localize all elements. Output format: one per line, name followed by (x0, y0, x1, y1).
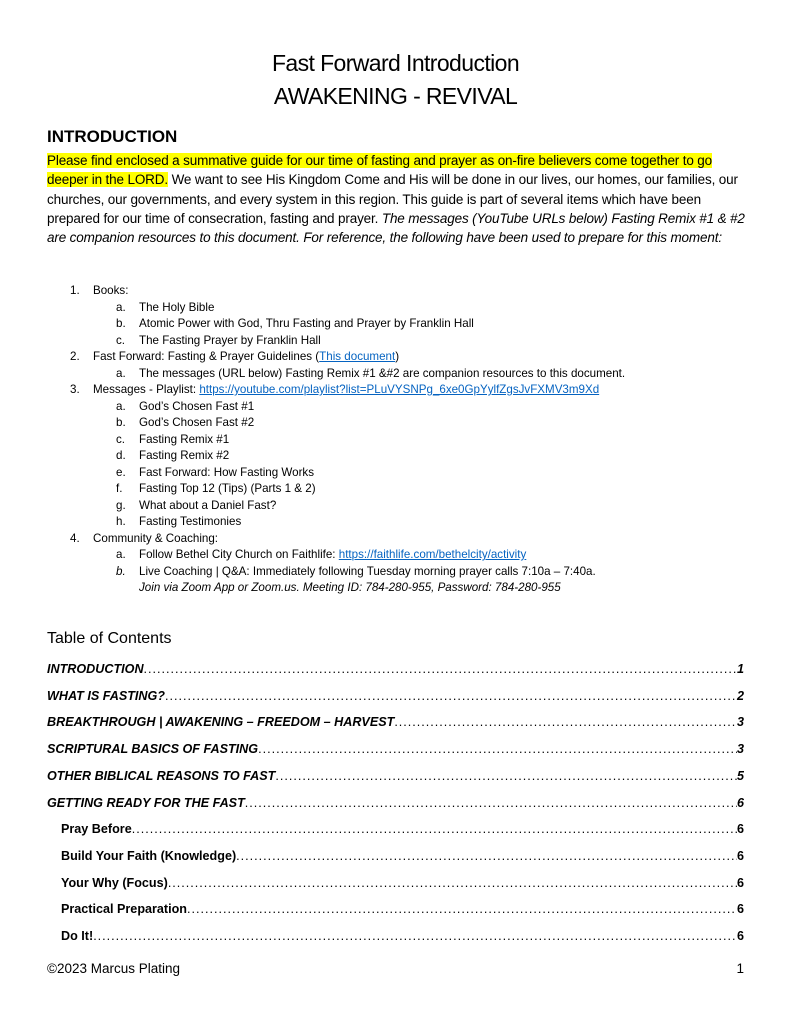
toc-leader-dots (275, 769, 737, 783)
toc-page-number: 1 (736, 662, 744, 676)
label-text: Fast Forward: Fasting & Prayer Guidelines ( (93, 350, 320, 363)
playlist-link[interactable]: https://youtube.com/playlist?list=PLuVYSNPg_6xe0GpYylfZgsJvFXMV3m9Xd (199, 383, 600, 396)
list-item-label: God’s Chosen Fast #2 (139, 416, 255, 429)
faithlife-link[interactable]: https://faithlife.com/bethelcity/activity (338, 548, 527, 561)
toc-leader-dots (93, 929, 737, 943)
toc-entry-title: Pray Before (61, 822, 132, 837)
list-item-label: The Fasting Prayer by Franklin Hall (139, 333, 321, 347)
toc-entry[interactable] (47, 689, 744, 707)
intro-body-text: We want to see His Kingdom Come and His will be done in our lives, our homes, our families, our churches, our governments, and every system in this region. This guide is part of several items which have been prepared for our time of consecration, fasting and prayer. (47, 172, 738, 226)
zoom-meeting-info: Join via Zoom App or Zoom.us. Meeting ID: 784-280-955, Password: 784-280-955 (139, 581, 561, 594)
toc-entry-title: OTHER BIBLICAL REASONS TO FAST (47, 768, 276, 783)
toc-leader-dots (168, 876, 737, 890)
toc-page-number: 3 (736, 715, 744, 730)
toc-leader-dots (258, 742, 737, 756)
document-title: Fast Forward Introduction (271, 50, 520, 76)
list-item-label (93, 383, 599, 397)
intro-italic-text: The messages (YouTube URLs below) Fasting Remix #1 & #2 are companion resources to this document. For reference, the following have been used to prepare for this moment: (47, 210, 745, 246)
list-letter: e. (116, 465, 126, 479)
toc-entry[interactable] (47, 715, 744, 733)
toc-page-number: 6 (736, 848, 744, 863)
toc-entry[interactable] (47, 662, 744, 680)
list-number: 4. (70, 531, 80, 545)
list-item-label: Community & Coaching: (93, 531, 219, 545)
list-item-label: Live Coaching | Q&A: Immediately following Tuesday morning prayer calls 7:10a – 7:40a. (139, 564, 596, 578)
list-item-label: Fasting Remix #1 (139, 432, 230, 446)
list-item-label: Fasting Top 12 (Tips) (Parts 1 & 2) (139, 482, 316, 495)
introduction-paragraph (47, 151, 747, 247)
list-item-label (93, 350, 399, 364)
list-letter: g. (116, 498, 126, 512)
list-number: 3. (70, 383, 80, 396)
toc-page-number: 6 (736, 822, 744, 837)
toc-leader-dots (394, 715, 737, 729)
list-item-label: Fast Forward: How Fasting Works (139, 465, 315, 479)
list-number: 2. (70, 350, 80, 363)
list-letter: b. (116, 416, 126, 429)
toc-entry-title: Practical Preparation (61, 902, 187, 917)
toc-page-number: 3 (736, 742, 744, 757)
toc-entry-title: GETTING READY FOR THE FAST (47, 795, 245, 810)
list-letter: a. (116, 366, 126, 380)
toc-page-number: 6 (736, 875, 744, 890)
list-item-label: Fasting Remix #2 (139, 449, 230, 462)
toc-entry[interactable] (47, 796, 744, 814)
list-letter: c. (116, 333, 126, 347)
toc-page-number: 6 (736, 929, 744, 943)
list-letter: d. (116, 449, 126, 462)
list-item-label: Fasting Testimonies (139, 515, 242, 528)
toc-entry[interactable] (47, 742, 744, 760)
label-text: Follow Bethel City Church on Faithlife: (139, 548, 339, 561)
list-item-label: The Holy Bible (139, 300, 215, 314)
toc-page-number: 2 (736, 688, 744, 703)
toc-entry-title: Do It! (61, 929, 94, 943)
list-letter: b. (116, 317, 126, 330)
toc-subentry[interactable] (47, 929, 744, 947)
list-item-label: Atomic Power with God, Thru Fasting and Prayer by Franklin Hall (139, 317, 474, 330)
list-item-label: The messages (URL below) Fasting Remix #1 &#2 are companion resources to this document. (139, 366, 626, 380)
toc-entry-title: INTRODUCTION (47, 662, 144, 676)
toc-page-number: 6 (736, 902, 744, 917)
toc-leader-dots (132, 822, 737, 836)
label-text: Messages - Playlist: (93, 383, 200, 396)
toc-entry-title: Build Your Faith (Knowledge) (61, 848, 237, 863)
footer-copyright: ©2023 Marcus Plating (47, 961, 181, 976)
this-document-link[interactable]: This document (319, 350, 396, 363)
document-subtitle: AWAKENING - REVIVAL (273, 83, 518, 109)
toc-heading: Table of Contents (47, 630, 172, 647)
highlighted-text: Please find enclosed a summative guide for our time of fasting and prayer as on-fire believers come together to go deeper in the LORD. (47, 153, 713, 188)
list-item-label: Books: (93, 284, 129, 297)
list-letter: a. (116, 548, 126, 561)
toc-page-number: 5 (736, 768, 744, 783)
list-item-label (139, 548, 526, 562)
list-item-label: God’s Chosen Fast #1 (139, 399, 255, 413)
label-text: ) (395, 350, 400, 363)
toc-entry-title: BREAKTHROUGH | AWAKENING – FREEDOM – HARVEST (47, 715, 395, 730)
toc-leader-dots (144, 662, 737, 676)
list-letter: c. (116, 432, 126, 446)
list-letter: f. (116, 482, 123, 495)
footer-page-number: 1 (736, 961, 744, 976)
toc-entry[interactable] (47, 769, 744, 787)
toc-entry-title: Your Why (Focus) (61, 875, 168, 890)
toc-leader-dots (245, 796, 737, 810)
list-item-label: What about a Daniel Fast? (139, 498, 277, 512)
list-letter: h. (116, 515, 126, 528)
list-letter: b. (116, 564, 126, 578)
toc-leader-dots (236, 849, 737, 863)
list-letter: a. (116, 300, 126, 314)
toc-leader-dots (187, 902, 737, 916)
toc-page-number: 6 (736, 795, 744, 810)
toc-subentry[interactable] (47, 902, 744, 920)
toc-entry-title: SCRIPTURAL BASICS OF FASTING (47, 742, 259, 757)
list-letter: a. (116, 399, 126, 413)
list-number: 1. (70, 284, 80, 297)
toc-subentry[interactable] (47, 876, 744, 894)
toc-leader-dots (165, 689, 737, 703)
toc-subentry[interactable] (47, 849, 744, 867)
toc-entry-title: WHAT IS FASTING? (47, 688, 165, 703)
toc-subentry[interactable] (47, 822, 744, 840)
introduction-heading: INTRODUCTION (47, 127, 178, 146)
